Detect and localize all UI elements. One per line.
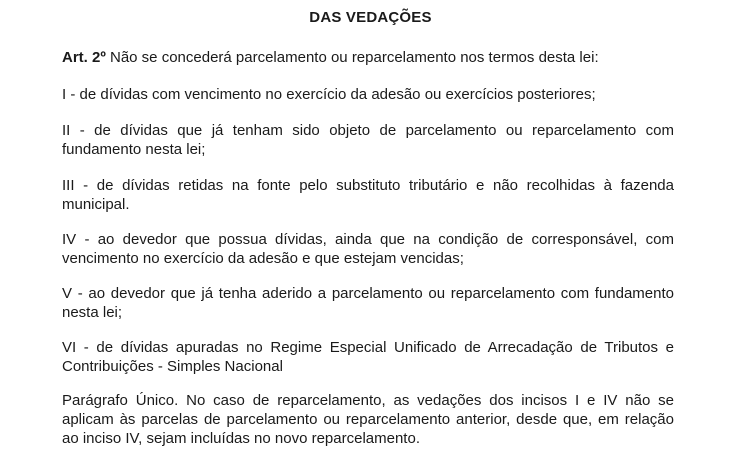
- section-heading: DAS VEDAÇÕES: [309, 9, 432, 26]
- inciso-iii: III - de dívidas retidas na fonte pelo substituto tributário e não recolhidas à fazenda municipal.: [62, 177, 674, 213]
- article-label: Art. 2º: [62, 49, 106, 66]
- paragrafo-unico: Parágrafo Único. No caso de reparcelamento, as vedações dos incisos I e IV não se aplicam às parcelas de parcelamento ou reparcelamento anterior, desde que, em relação ao inciso IV, sejam incluídas no novo reparcelamento.: [62, 392, 674, 447]
- inciso-ii: II - de dívidas que já tenham sido objeto de parcelamento ou reparcelamento com fundamento nesta lei;: [62, 122, 674, 158]
- inciso-v: V - ao devedor que já tenha aderido a parcelamento ou reparcelamento com fundamento nesta lei;: [62, 285, 674, 321]
- inciso-i: I - de dívidas com vencimento no exercício da adesão ou exercícios posteriores;: [62, 86, 596, 103]
- inciso-iv: IV - ao devedor que possua dívidas, ainda que na condição de corresponsável, com vencimento no exercício da adesão e que estejam vencidas;: [62, 231, 674, 267]
- article-2: [62, 48, 674, 67]
- article-text: Não se concederá parcelamento ou reparcelamento nos termos desta lei:: [110, 49, 599, 66]
- inciso-vi: VI - de dívidas apuradas no Regime Especial Unificado de Arrecadação de Tributos e Contribuições - Simples Nacional: [62, 339, 674, 375]
